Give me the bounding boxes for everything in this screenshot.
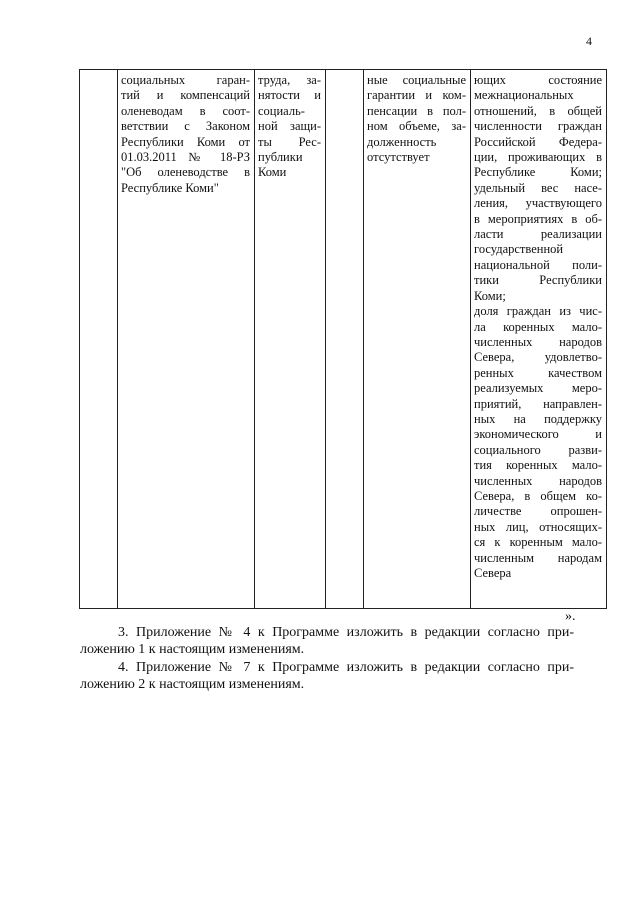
cell-line: ласти реализации — [474, 227, 602, 242]
cell-line: ветствии с Законом — [121, 119, 250, 134]
paragraph-line: 3. Приложение № 4 к Программе изложить в редакции согласно при- — [118, 625, 574, 640]
cell-line: Севера — [474, 566, 512, 580]
cell-line: численности граждан — [474, 119, 602, 134]
cell-line: отношений, в общей — [474, 103, 602, 118]
page-number: 4 — [586, 34, 592, 48]
cell-line: государственной — [474, 242, 564, 257]
paragraph-3 — [80, 624, 574, 658]
cell-line: гарантии и ком- — [367, 88, 466, 103]
cell-line: реализуемых меро- — [474, 381, 602, 396]
table-row — [80, 70, 607, 609]
cell-line: Коми — [258, 165, 287, 180]
cell-line: социального разви- — [474, 442, 602, 457]
cell-line: Республики Коми от — [121, 134, 250, 149]
cell-line: труда, за- — [258, 73, 321, 87]
cell-line: социальных гаран- — [121, 73, 250, 87]
cell-line: ющих состояние — [474, 73, 602, 87]
cell-line: пенсации в пол- — [367, 103, 466, 118]
cell-line: доля граждан из чис- — [474, 304, 602, 319]
paragraph-line: ложению 1 к настоящим изменениям. — [80, 642, 305, 658]
cell-line: приятий, направлен- — [474, 396, 602, 411]
cell-line: численным народам — [474, 550, 602, 565]
cell-line: ции, проживающих в — [474, 150, 602, 165]
cell-line: ренных качеством — [474, 365, 602, 380]
cell-line: тики Республики — [474, 273, 602, 288]
table-cell-col2 — [118, 70, 255, 609]
cell-line: Российской Федера- — [474, 134, 602, 149]
cell-line: Севера, в общем ко- — [474, 488, 602, 503]
cell-line: в мероприятиях в об- — [474, 211, 602, 226]
cell-line: ном объеме, за- — [367, 119, 466, 134]
cell-line: тия коренных мало- — [474, 458, 602, 473]
cell-line: 01.03.2011 № 18-РЗ — [121, 150, 250, 165]
cell-line: публики — [258, 150, 303, 165]
cell-line: "Об оленеводстве в — [121, 165, 250, 180]
cell-line: численных народов — [474, 473, 602, 488]
cell-line: ные социальные — [367, 73, 466, 87]
cell-line: ся к коренным мало- — [474, 535, 602, 550]
cell-line: численных народов — [474, 334, 602, 349]
cell-line: Республике Коми; — [474, 165, 602, 180]
paragraph-4 — [80, 659, 574, 693]
paragraph-line: 4. Приложение № 7 к Программе изложить в редакции согласно при- — [118, 660, 574, 675]
cell-line: ных лиц, относящих- — [474, 519, 602, 534]
cell-line: долженность — [367, 134, 437, 149]
table-cell-col3 — [255, 70, 326, 609]
cell-line: ла коренных мало- — [474, 319, 602, 334]
cell-line: отсутствует — [367, 150, 430, 165]
cell-line: межнациональных — [474, 88, 574, 103]
cell-line: Севера, удовлетво- — [474, 350, 602, 365]
cell-line: нятости и — [258, 88, 321, 103]
cell-line: ты Рес- — [258, 134, 321, 149]
table-cell-col1 — [80, 70, 118, 609]
indicator-table — [79, 69, 607, 609]
closing-quote: ». — [565, 609, 576, 624]
cell-line: ления, участвующего — [474, 196, 602, 211]
paragraph-line: ложению 2 к настоящим изменениям. — [80, 677, 305, 693]
cell-line: тий и компенсаций — [121, 88, 250, 103]
cell-line: социаль- — [258, 103, 305, 118]
cell-line: личестве опрошен- — [474, 504, 602, 519]
cell-line: оленеводам в соот- — [121, 103, 250, 118]
table-cell-col4 — [326, 70, 364, 609]
cell-line: Республике Коми" — [121, 180, 219, 195]
cell-line: национальной поли- — [474, 257, 602, 272]
table-cell-col5 — [364, 70, 471, 609]
cell-line: удельный вес насе- — [474, 180, 602, 195]
cell-line: ной защи- — [258, 119, 321, 134]
cell-line: ных на поддержку — [474, 411, 602, 426]
cell-line: Коми; — [474, 288, 506, 303]
table-cell-col6 — [471, 70, 607, 609]
cell-line: экономического и — [474, 427, 602, 442]
